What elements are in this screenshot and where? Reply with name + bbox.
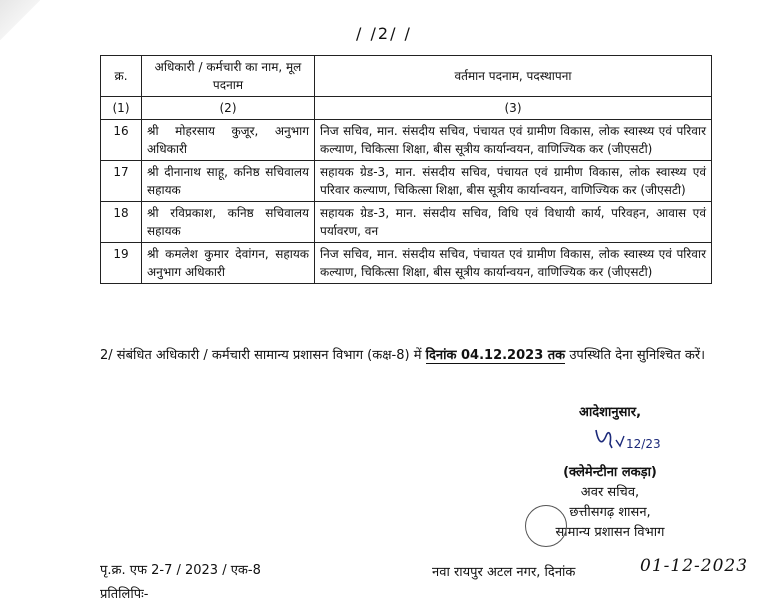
signatory-designation: अवर सचिव, xyxy=(580,485,640,500)
name-cell: श्री कमलेश कुमार देवांगन, सहायक अनुभाग अधिकारी xyxy=(142,243,315,284)
name-cell: श्री रविप्रकाश, कनिष्ठ सचिवालय सहायक xyxy=(142,202,315,243)
paragraph-text: संबंधित अधिकारी / कर्मचारी सामान्य प्रशासन विभाग (कक्ष-8) में xyxy=(116,348,422,363)
deadline-date: दिनांक 04.12.2023 तक xyxy=(425,348,566,363)
seal-stamp xyxy=(525,505,567,547)
signature-date-text: 12/23 xyxy=(626,437,661,451)
instruction-paragraph xyxy=(100,346,712,366)
index-cell: (1) xyxy=(101,97,142,120)
signatory-department: सामान्य प्रशासन विभाग xyxy=(555,525,665,540)
serial-cell: 17 xyxy=(101,161,142,202)
table-row xyxy=(101,120,712,161)
paragraph-text-end: उपस्थिति देना सुनिश्चित करें। xyxy=(569,348,706,363)
column-header-posting: वर्तमान पदनाम, पदस्थापना xyxy=(315,56,712,97)
signatory-name: (क्लेमेन्टीना लकड़ा) xyxy=(563,465,657,480)
posting-table xyxy=(100,55,712,284)
reference-number: पृ.क्र. एफ 2-7 / 2023 / एक-8 xyxy=(100,563,261,578)
posting-cell: निज सचिव, मान. संसदीय सचिव, पंचायत एवं ग्रामीण विकास, लोक स्वास्थ्य एवं परिवार कल्याण, चिकित्सा शिक्षा, बीस सूत्रीय कार्यान्वयन, वाणिज्यिक कर (जीएसटी) xyxy=(315,243,712,284)
posting-cell: सहायक ग्रेड-3, मान. संसदीय सचिव, पंचायत एवं ग्रामीण विकास, लोक स्वास्थ्य एवं परिवार कल्याण, चिकित्सा शिक्षा, बीस सूत्रीय कार्यान्वयन, वाणिज्यिक कर (जीएसटी) xyxy=(315,161,712,202)
copy-label: प्रतिलिपिः- xyxy=(100,587,149,602)
serial-cell: 16 xyxy=(101,120,142,161)
page-number: / /2/ / xyxy=(356,24,412,43)
posting-cell: सहायक ग्रेड-3, मान. संसदीय सचिव, विधि एवं विधायी कार्य, परिवहन, आवास एवं पर्यावरण, वन xyxy=(315,202,712,243)
column-header-serial: क्र. xyxy=(101,56,142,97)
index-cell: (2) xyxy=(142,97,315,120)
signatory-government: छत्तीसगढ़ शासन, xyxy=(569,505,651,520)
handwritten-date: 01-12-2023 xyxy=(640,556,749,576)
order-line: आदेशानुसार, xyxy=(578,405,642,420)
serial-cell: 19 xyxy=(101,243,142,284)
paragraph-number: 2/ xyxy=(100,348,113,363)
table-row xyxy=(101,161,712,202)
column-header-name: अधिकारी / कर्मचारी का नाम, मूल पदनाम xyxy=(142,56,315,97)
index-cell: (3) xyxy=(315,97,712,120)
table-row xyxy=(101,202,712,243)
handwritten-signature xyxy=(590,422,680,458)
posting-cell: निज सचिव, मान. संसदीय सचिव, पंचायत एवं ग्रामीण विकास, लोक स्वास्थ्य एवं परिवार कल्याण, चिकित्सा शिक्षा, बीस सूत्रीय कार्यान्वयन, वाणिज्यिक कर (जीएसटी) xyxy=(315,120,712,161)
name-cell: श्री दीनानाथ साहू, कनिष्ठ सचिवालय सहायक xyxy=(142,161,315,202)
table-header-row xyxy=(101,56,712,97)
name-cell: श्री मोहरसाय कुजूर, अनुभाग अधिकारी xyxy=(142,120,315,161)
serial-cell: 18 xyxy=(101,202,142,243)
table-row xyxy=(101,243,712,284)
place-date-label: नवा रायपुर अटल नगर, दिनांक xyxy=(432,565,576,580)
table-index-row xyxy=(101,97,712,120)
